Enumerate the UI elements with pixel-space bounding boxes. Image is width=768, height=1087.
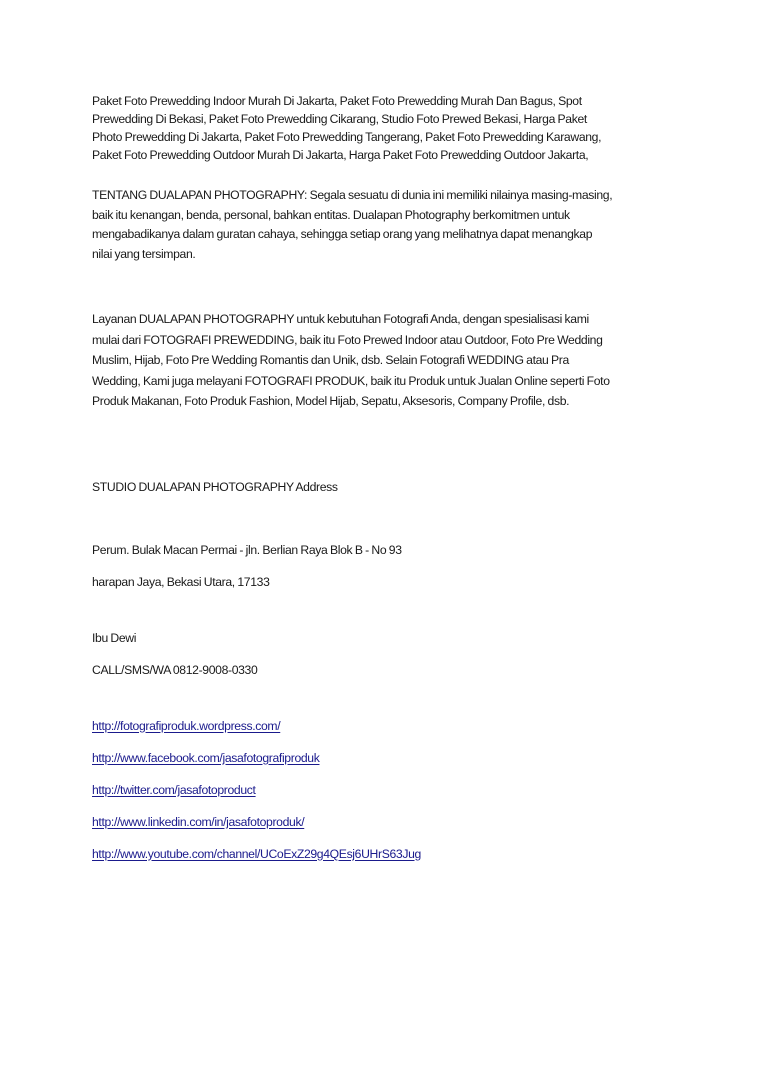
address-line-1: [92, 541, 682, 559]
wordpress-link[interactable]: http://fotografiproduk.wordpress.com/: [92, 718, 281, 733]
about-paragraph: [92, 186, 682, 264]
about-line: mengabadikanya dalam guratan cahaya, sehingga setiap orang yang melihatnya dapat menangkap: [92, 227, 593, 241]
facebook-link[interactable]: http://www.facebook.com/jasafotografiproduk: [92, 750, 320, 765]
services-line: Wedding, Kami juga melayani FOTOGRAFI PRODUK, baik itu Produk untuk Jualan Online seperti Foto: [92, 373, 610, 388]
studio-address-heading-text: STUDIO DUALAPAN PHOTOGRAPHY Address: [92, 479, 338, 494]
address-line-1-text: Perum. Bulak Macan Permai - jln. Berlian Raya Blok B - No 93: [92, 542, 402, 557]
twitter-link[interactable]: http://twitter.com/jasafotoproduct: [92, 782, 256, 797]
contact-phone-text: CALL/SMS/WA 0812-9008-0330: [92, 662, 258, 677]
studio-address-heading: [92, 478, 682, 496]
services-paragraph: [92, 309, 682, 412]
about-line: TENTANG DUALAPAN PHOTOGRAPHY: Segala sesuatu di dunia ini memiliki nilainya masing-masing,: [92, 188, 613, 202]
services-line: mulai dari FOTOGRAFI PREWEDDING, baik itu Foto Prewed Indoor atau Outdoor, Foto Pre Wedding: [92, 332, 603, 347]
keywords-paragraph: [92, 92, 682, 164]
keywords-line: Paket Foto Prewedding Indoor Murah Di Jakarta, Paket Foto Prewedding Murah Dan Bagus, Spot: [92, 94, 582, 108]
about-line: baik itu kenangan, benda, personal, bahkan entitas. Dualapan Photography berkomitmen untuk: [92, 207, 570, 222]
youtube-link[interactable]: http://www.youtube.com/channel/UCoExZ29g4QEsj6UHrS63Jug: [92, 846, 421, 861]
keywords-line: Prewedding Di Bekasi, Paket Foto Prewedding Cikarang, Studio Foto Prewed Bekasi, Harga Paket: [92, 112, 587, 126]
contact-name-text: Ibu Dewi: [92, 630, 137, 645]
link-item: [92, 749, 682, 767]
address-line-2-text: harapan Jaya, Bekasi Utara, 17133: [92, 574, 270, 589]
services-line: Produk Makanan, Foto Produk Fashion, Model Hijab, Sepatu, Aksesoris, Company Profile, dsb.: [92, 394, 570, 408]
services-line: Layanan DUALAPAN PHOTOGRAPHY untuk kebutuhan Fotografi Anda, dengan spesialisasi kami: [92, 312, 589, 326]
link-item: [92, 813, 682, 831]
link-item: [92, 781, 682, 799]
document-body: [92, 92, 682, 863]
services-line: Muslim, Hijab, Foto Pre Wedding Romantis dan Unik, dsb. Selain Fotografi WEDDING atau Pra: [92, 353, 569, 367]
contact-phone: [92, 661, 682, 679]
address-line-2: [92, 573, 682, 591]
linkedin-link[interactable]: http://www.linkedin.com/in/jasafotoproduk/: [92, 814, 305, 829]
keywords-line: Photo Prewedding Di Jakarta, Paket Foto Prewedding Tangerang, Paket Foto Prewedding Karawang,: [92, 130, 602, 144]
keywords-line: Paket Foto Prewedding Outdoor Murah Di Jakarta, Harga Paket Foto Prewedding Outdoor Jakarta,: [92, 148, 589, 162]
link-item: [92, 717, 682, 735]
about-line: nilai yang tersimpan.: [92, 246, 196, 261]
link-item: [92, 845, 682, 863]
contact-name: [92, 629, 682, 647]
